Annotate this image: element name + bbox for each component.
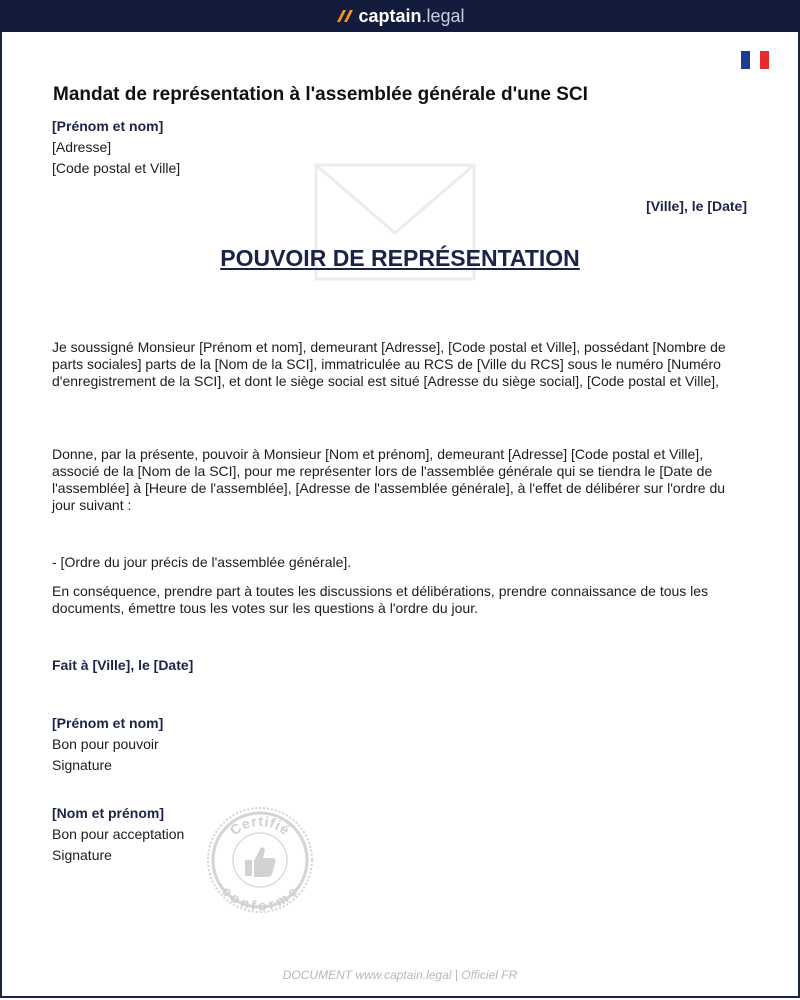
document-footer: DOCUMENT www.captain.legal | Officiel FR <box>282 968 518 982</box>
signatory-2-mention: Bon pour acceptation <box>52 826 185 842</box>
certified-stamp <box>205 805 315 915</box>
sender-name: [Prénom et nom] <box>52 118 164 134</box>
place-date: [Ville], le [Date] <box>646 198 747 214</box>
paragraph-agenda: - [Ordre du jour précis de l'assemblée générale]. <box>52 554 352 570</box>
signatory-2-name: [Nom et prénom] <box>52 805 164 821</box>
logo-brand-text: captain <box>358 5 422 26</box>
svg-text:Certifié <box>227 813 294 838</box>
sender-address: [Adresse] <box>52 139 112 155</box>
logo-tld-text: .legal <box>421 5 465 26</box>
signatory-1-signature: Signature <box>52 757 112 773</box>
document-title: Mandat de représentation à l'assemblée générale d'une SCI <box>53 84 588 105</box>
captain-legal-logo[interactable] <box>335 6 464 27</box>
sender-city: [Code postal et Ville] <box>52 160 181 176</box>
sender-block <box>52 116 180 179</box>
stamp-top-text: Certifié <box>226 812 294 839</box>
signatory-1-mention: Bon pour pouvoir <box>52 736 159 752</box>
done-at: Fait à [Ville], le [Date] <box>52 657 194 673</box>
signatory-1-block <box>52 713 163 776</box>
paragraph-consequence: En conséquence, prendre part à toutes les discussions et délibérations, prendre connaissance de tous les documents, émettre tous les votes sur les questions à l'ordre du jour. <box>52 583 709 616</box>
french-flag-icon[interactable] <box>741 51 769 69</box>
logo-slashes-icon <box>335 9 353 23</box>
thumbs-up-icon <box>245 847 276 877</box>
signatory-2-signature: Signature <box>52 847 112 863</box>
document-heading: POUVOIR DE REPRÉSENTATION <box>220 245 580 271</box>
top-bar <box>0 0 800 32</box>
paragraph-mandate: Donne, par la présente, pouvoir à Monsieur [Nom et prénom], demeurant [Adresse] [Code postal et Ville], associé de la [Nom de la SCI], pour me représenter lors de l'assemblée générale qui se tiendra le [Date de l'assemblée] à [Heure de l'assemblée], [Adresse de l'assemblée générale], à l'effet de délibérer sur l'ordre du jour suivant : <box>52 446 726 513</box>
stamp-bottom-text: conforme <box>219 882 301 914</box>
signatory-1-name: [Prénom et nom] <box>52 715 164 731</box>
signatory-2-block <box>52 803 184 866</box>
paragraph-declaration: Je soussigné Monsieur [Prénom et nom], demeurant [Adresse], [Code postal et Ville], possédant [Nombre de parts sociales] parts de la [Nom de la SCI], immatriculée au RCS de [Ville du RCS] sous le numéro [Numéro d'enregistrement de la SCI], et dont le siège social est situé [Adresse du siège social], [Code postal et Ville], <box>52 339 726 389</box>
